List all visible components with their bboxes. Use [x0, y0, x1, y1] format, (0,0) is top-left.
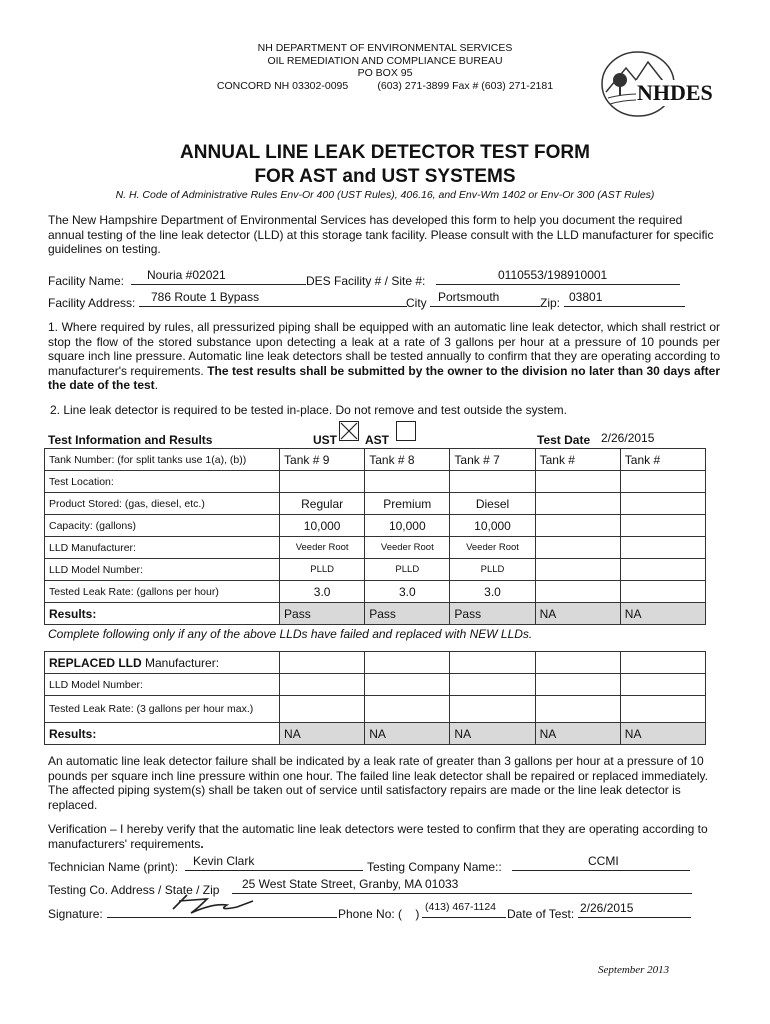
table-cell[interactable] [535, 493, 620, 515]
header-line-1: NH DEPARTMENT OF ENVIRONMENTAL SERVICES [257, 42, 513, 54]
testing-company-value: CCMI [588, 854, 619, 868]
row-label: Tested Leak Rate: (3 gallons per hour max.) [45, 696, 280, 723]
nhdes-logo [596, 50, 714, 122]
table-cell[interactable]: Tank # [620, 449, 705, 471]
ust-checkbox[interactable] [339, 421, 359, 441]
table-cell[interactable] [620, 493, 705, 515]
table-row-capacity [45, 515, 706, 537]
table-row-leak-rate [45, 581, 706, 603]
row-label: Capacity: (gallons) [45, 515, 280, 537]
facility-address-field[interactable] [139, 292, 407, 307]
testing-address-field[interactable] [232, 879, 692, 894]
city-field[interactable] [430, 292, 540, 307]
table-cell[interactable]: 10,000 [280, 515, 365, 537]
table-cell[interactable]: PLLD [280, 559, 365, 581]
intro-paragraph: The New Hampshire Department of Environmental Services has developed this form to help you document the required annual testing of the line leak detector (LLD) at this storage tank facility. Please consult with the LLD manufacturer for specific guidelines on testing. [48, 213, 714, 256]
item-2-paragraph: 2. Line leak detector is required to be tested in-place. Do not remove and test outside the system. [50, 403, 567, 417]
facility-address-label: Facility Address: [48, 296, 136, 310]
technician-name-label: Technician Name (print): [48, 860, 179, 874]
table-cell[interactable] [620, 652, 705, 674]
table-cell[interactable]: PLLD [450, 559, 535, 581]
row-label: Product Stored: (gas, diesel, etc.) [45, 493, 280, 515]
date-of-test-value: 2/26/2015 [580, 901, 634, 915]
table-cell[interactable] [535, 674, 620, 696]
replaced-manufacturer-label: Manufacturer: [141, 655, 220, 670]
signature-label: Signature: [48, 907, 103, 921]
result-cell[interactable]: NA [535, 723, 620, 745]
result-cell[interactable]: NA [280, 723, 365, 745]
city-value: Portsmouth [438, 290, 500, 304]
row-label [45, 652, 280, 674]
table-cell[interactable] [620, 515, 705, 537]
table-cell[interactable]: PLLD [365, 559, 450, 581]
table-row-results [45, 603, 706, 625]
table-cell[interactable] [535, 515, 620, 537]
testing-company-label: Testing Company Name:: [367, 860, 502, 874]
replaced-note: Complete following only if any of the above LLDs have failed and replaced with NEW LLDs. [48, 627, 533, 641]
table-cell[interactable] [280, 471, 365, 493]
zip-field[interactable] [564, 292, 685, 307]
zip-label: Zip: [540, 296, 561, 310]
checkbox-x-icon [340, 422, 358, 440]
table-cell[interactable]: 10,000 [450, 515, 535, 537]
table-cell[interactable] [365, 674, 450, 696]
testing-address-value: 25 West State Street, Granby, MA 01033 [242, 877, 459, 891]
table-cell[interactable]: Tank # [535, 449, 620, 471]
table-cell[interactable] [450, 471, 535, 493]
result-cell[interactable]: NA [620, 723, 705, 745]
header-line-2: OIL REMEDIATION AND COMPLIANCE BUREAU [267, 54, 503, 67]
row-label: Tank Number: (for split tanks use 1(a), (b)) [45, 449, 280, 471]
table-cell[interactable] [620, 559, 705, 581]
table-cell[interactable]: 3.0 [450, 581, 535, 603]
table-cell[interactable] [280, 674, 365, 696]
row-label: LLD Model Number: [45, 559, 280, 581]
table-cell[interactable] [365, 471, 450, 493]
failure-paragraph: An automatic line leak detector failure shall be indicated by a leak rate of greater than 3 gallons per hour at a pressure of 10 pounds per square inch line pressure within one hour. The failed line leak detector shall be repaired or replaced immediately. The affected piping system(s) shall be taken out of service until satisfactory repairs are made or the line leak detector is replaced. [48, 754, 708, 812]
table-cell[interactable] [450, 674, 535, 696]
table-cell[interactable] [365, 652, 450, 674]
table-cell[interactable] [620, 537, 705, 559]
facility-name-value: Nouria #02021 [147, 268, 226, 282]
table-row-replaced-manufacturer [45, 652, 706, 674]
testing-address-label: Testing Co. Address / State / Zip [48, 883, 220, 897]
logo-text: NHDES [637, 80, 713, 105]
table-cell[interactable]: Tank # 7 [450, 449, 535, 471]
table-cell[interactable]: Regular [280, 493, 365, 515]
table-row-location [45, 471, 706, 493]
test-date-label: Test Date [537, 433, 591, 447]
signature-image [167, 891, 257, 917]
ust-label: UST [313, 433, 337, 447]
table-cell[interactable]: Premium [365, 493, 450, 515]
item-1-end: . [154, 378, 159, 392]
des-facility-label: DES Facility # / Site #: [306, 274, 426, 288]
table-cell[interactable] [620, 581, 705, 603]
technician-name-field[interactable] [185, 856, 363, 871]
phone-field[interactable] [422, 903, 506, 918]
des-facility-value: 0110553/198910001 [498, 268, 608, 282]
item-1-paragraph [48, 320, 720, 393]
zip-value: 03801 [569, 290, 603, 304]
date-of-test-label: Date of Test: [507, 907, 575, 921]
table-row-replaced-model [45, 674, 706, 696]
result-cell[interactable]: NA [365, 723, 450, 745]
row-label: Results: [45, 723, 280, 745]
table-row-model [45, 559, 706, 581]
signature-field[interactable] [107, 903, 337, 918]
testing-company-field[interactable] [512, 856, 690, 871]
city-label: City [406, 296, 427, 310]
table-cell[interactable] [450, 652, 535, 674]
facility-name-field[interactable] [131, 270, 306, 285]
replaced-lld-bold: REPLACED LLD [49, 655, 142, 670]
verification-paragraph [48, 822, 720, 851]
table-cell[interactable] [535, 581, 620, 603]
row-label: Results: [45, 603, 280, 625]
test-results-table [44, 448, 706, 625]
table-cell[interactable]: 10,000 [365, 515, 450, 537]
row-label: LLD Model Number: [45, 674, 280, 696]
item-1-text: 1. Where required by rules, all pressurized piping shall be equipped with an automatic line leak detector, which shall restrict or stop the flow of the stored substance upon detecting a leak at a rate of 3 gallons per hour at a pressure of 10 pounds per square inch line pressure. Automatic line leak detectors shall be tested annually to confirm that they are operating according to manufacturer's requirements. [48, 320, 720, 378]
des-facility-field[interactable] [436, 270, 680, 285]
date-of-test-field[interactable] [578, 903, 691, 918]
table-cell[interactable] [535, 696, 620, 723]
technician-name-value: Kevin Clark [193, 854, 255, 868]
table-row-replaced-results [45, 723, 706, 745]
verification-text: Verification – I hereby verify that the automatic line leak detectors were tested to confirm that they are operating according to manufacturers' requirements [48, 822, 708, 851]
row-label: Test Location: [45, 471, 280, 493]
table-cell[interactable]: Diesel [450, 493, 535, 515]
facility-address-value: 786 Route 1 Bypass [151, 290, 260, 304]
result-cell[interactable]: Pass [450, 603, 535, 625]
phone-label: Phone No: ( ) [338, 907, 420, 921]
form-title-2: FOR AST and UST SYSTEMS [254, 166, 516, 187]
replaced-lld-table [44, 651, 706, 745]
result-cell[interactable]: Pass [365, 603, 450, 625]
test-date-value: 2/26/2015 [601, 431, 655, 445]
table-cell[interactable] [280, 652, 365, 674]
table-cell[interactable] [280, 696, 365, 723]
result-cell[interactable]: Pass [280, 603, 365, 625]
table-row-tank-number [45, 449, 706, 471]
result-cell[interactable]: NA [535, 603, 620, 625]
table-cell[interactable] [620, 696, 705, 723]
header-line-3: PO BOX 95 [357, 67, 413, 79]
table-cell[interactable]: Tank # 8 [365, 449, 450, 471]
table-cell[interactable]: Tank # 9 [280, 449, 365, 471]
rules-subtitle: N. H. Code of Administrative Rules Env-Or 400 (UST Rules), 406.16, and Env-Wm 1402 or Env-Or 300 (AST Rules) [115, 189, 655, 201]
item-1-bold: The test results shall be submitted by the owner to the division no later than 30 days after the date of the test [48, 363, 720, 392]
table-cell[interactable] [365, 696, 450, 723]
test-info-label: Test Information and Results [48, 433, 213, 447]
table-cell[interactable]: 3.0 [280, 581, 365, 603]
row-label: LLD Manufacturer: [45, 537, 280, 559]
ast-label: AST [365, 433, 389, 447]
table-cell[interactable]: Veeder Root [450, 537, 535, 559]
table-row-product [45, 493, 706, 515]
result-cell[interactable]: NA [450, 723, 535, 745]
table-cell[interactable]: Veeder Root [280, 537, 365, 559]
table-cell[interactable]: 3.0 [365, 581, 450, 603]
table-cell[interactable] [450, 696, 535, 723]
phone-value: (413) 467-1124 [425, 901, 497, 913]
verification-end: . [200, 836, 204, 851]
table-cell[interactable] [535, 559, 620, 581]
table-cell[interactable] [535, 537, 620, 559]
facility-name-label: Facility Name: [48, 274, 125, 288]
table-cell[interactable] [535, 471, 620, 493]
table-cell[interactable] [620, 674, 705, 696]
ast-checkbox[interactable] [396, 421, 416, 441]
table-cell[interactable] [620, 471, 705, 493]
row-label: Tested Leak Rate: (gallons per hour) [45, 581, 280, 603]
header-line-4: CONCORD NH 03302-0095 (603) 271-3899 Fax # (603) 271-2181 [216, 79, 554, 92]
agency-header [150, 42, 620, 92]
table-cell[interactable] [535, 652, 620, 674]
table-cell[interactable]: Veeder Root [365, 537, 450, 559]
result-cell[interactable]: NA [620, 603, 705, 625]
table-row-manufacturer [45, 537, 706, 559]
table-row-replaced-rate [45, 696, 706, 723]
form-title: ANNUAL LINE LEAK DETECTOR TEST FORM [180, 142, 590, 163]
footer-date: September 2013 [598, 964, 670, 976]
